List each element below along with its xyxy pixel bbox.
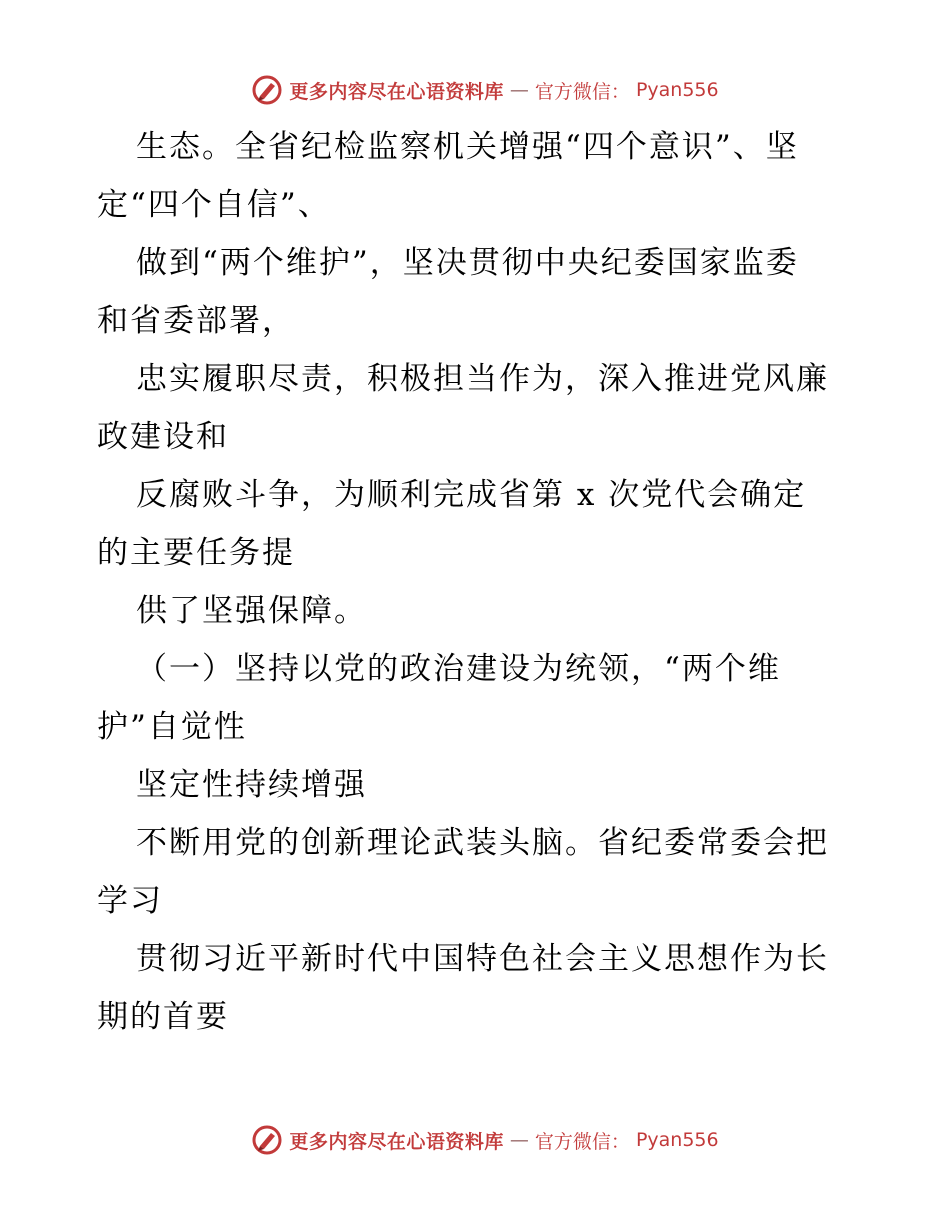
footer-banner (0, 1120, 950, 1160)
footer-wechat-label: 官方微信： (534, 1130, 630, 1153)
body-line-5: 忠实履职尽责，积极担当作为，深入推进党风廉 (136, 361, 829, 397)
footer-wechat-id: Pyan556 (635, 1129, 719, 1151)
body-line-2: 定“四个自信”、 (97, 187, 331, 223)
body-line-11: 护”自觉性 (97, 709, 247, 745)
body-line-6: 政建设和 (97, 419, 229, 455)
footer-banner-separator: — (509, 1129, 529, 1151)
body-line-15: 贯彻习近平新时代中国特色社会主义思想作为长 (136, 941, 829, 977)
footer-banner-text: 更多内容尽在心语资料库 (289, 1130, 504, 1153)
body-line-1: 生态。全省纪检监察机关增强“四个意识”、坚 (136, 129, 799, 165)
pen-logo-icon (251, 74, 283, 106)
body-line-16: 期的首要 (97, 999, 229, 1035)
pen-logo-icon (251, 1124, 283, 1156)
header-wechat-label: 官方微信： (534, 80, 630, 103)
body-line-3: 做到“两个维护”，坚决贯彻中央纪委国家监委 (136, 245, 799, 281)
body-line-7: 反腐败斗争，为顺利完成省第 x 次党代会确定 (136, 477, 807, 513)
body-line-10: （一）坚持以党的政治建设为统领，“两个维 (136, 651, 781, 687)
body-line-14: 学习 (97, 883, 163, 919)
body-line-13: 不断用党的创新理论武装头脑。省纪委常委会把 (136, 825, 829, 861)
body-line-8: 的主要任务提 (97, 535, 295, 571)
header-banner-separator: — (509, 79, 529, 101)
body-line-12: 坚定性持续增强 (136, 767, 367, 803)
header-banner (0, 70, 950, 110)
body-line-9: 供了坚强保障。 (136, 593, 367, 629)
body-line-4: 和省委部署， (97, 303, 295, 339)
header-banner-text: 更多内容尽在心语资料库 (289, 80, 504, 103)
header-wechat-id: Pyan556 (635, 79, 719, 101)
